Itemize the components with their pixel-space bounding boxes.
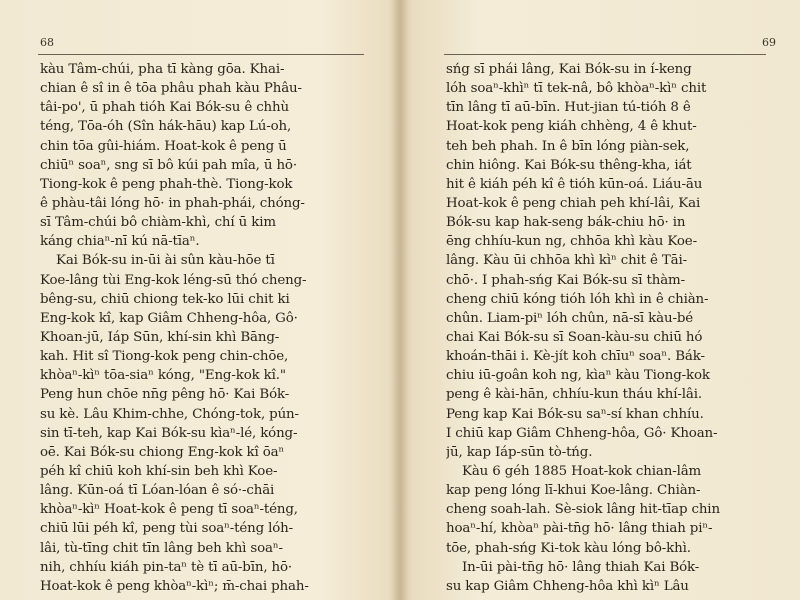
text-line: cheng chiū kóng tióh lóh khì in ê chiàn- bbox=[446, 291, 709, 307]
text-line: Bók-su kap hak-seng bák-chiu hō· in bbox=[446, 215, 686, 231]
text-line: chin tōa gûi-hiám. Hoat-kok ê peng ū bbox=[40, 138, 287, 154]
text-line: chin hiông. Kai Bók-su thêng-kha, iát bbox=[446, 157, 692, 173]
text-line: kah. Hit sî Tiong-kok peng chin-chōe, bbox=[40, 349, 289, 365]
right-page-number: 69 bbox=[762, 36, 776, 49]
text-line: khoán-thāi i. Kè-jít koh chīuⁿ soaⁿ. Bák- bbox=[446, 349, 705, 365]
text-line: sī Tâm-chúi bô chiàm-khì, chí ū kim bbox=[40, 215, 276, 231]
text-line: sńg sī phái lâng, Kai Bók-su in í-keng bbox=[446, 62, 692, 77]
text-line: kap peng lóng lī-khui Koe-lâng. Chiàn- bbox=[446, 483, 701, 499]
text-line: bêng-su, chiū chiong tek-ko lūi chit ki bbox=[40, 291, 290, 307]
text-line: peng ê kài-hān, chhíu-kun tháu khí-lâi. bbox=[446, 387, 702, 403]
text-line: lâng. Kūn-oá tī Lóan-lóan ê só·-chāi bbox=[40, 483, 275, 499]
right-page bbox=[400, 0, 800, 600]
text-line: nih, chhíu kiáh pin-taⁿ tè tī aū-bīn, hō· bbox=[40, 559, 293, 575]
text-line: Khoan-jū, Iáp Sūn, khí-sin khì Bāng- bbox=[40, 329, 280, 345]
text-line: péh kî chiū koh khí-sin beh khì Koe- bbox=[40, 463, 278, 479]
text-line: chō·. I phah-sńg Kai Bók-su sī thàm- bbox=[446, 272, 685, 288]
text-line: jū, kap Iáp-sūn tò-tńg. bbox=[446, 444, 593, 460]
right-page-body bbox=[446, 60, 768, 596]
text-line: lâng. Kàu ūi chhōa khì kìⁿ chit ê Tāi- bbox=[446, 253, 688, 269]
text-line: chian ê sî in ê tōa phâu phah kàu Phâu- bbox=[40, 81, 302, 97]
text-line: kàu Tâm-chúi, pha tī kàng gōa. Khai- bbox=[40, 62, 285, 77]
text-line: khòaⁿ-kìⁿ Hoat-kok ê peng tī soaⁿ-téng, bbox=[40, 502, 298, 518]
text-line: chiū lūi péh kî, peng tùi soaⁿ-téng lóh- bbox=[40, 521, 293, 537]
text-line: sin tī-teh, kap Kai Bók-su kìaⁿ-lé, kóng- bbox=[40, 425, 298, 441]
text-line: Peng kap Kai Bók-su saⁿ-sí khan chhíu. bbox=[446, 406, 704, 422]
text-line: lâi, tù-tīng chit tīn lâng beh khì soaⁿ- bbox=[40, 540, 283, 556]
text-line: tâi-po', ū phah tióh Kai Bók-su ê chhù bbox=[40, 100, 289, 116]
text-line: tōe, phah-sńg Ki-tok kàu lóng bô-khì. bbox=[446, 540, 691, 556]
left-page-number: 68 bbox=[40, 36, 54, 49]
text-line: Peng hun chōe nn̄g pêng hō· Kai Bók- bbox=[40, 387, 290, 403]
text-line: Eng-kok kî, kap Giâm Chheng-hôa, Gô· bbox=[40, 310, 298, 326]
text-line: hit ê kiáh péh kî ê tióh kūn-oá. Liáu-āu bbox=[446, 176, 703, 192]
text-line: káng chiaⁿ-nī kú nā-tīaⁿ. bbox=[40, 234, 200, 250]
text-line: Hoat-kok peng kiáh chhèng, 4 ê khut- bbox=[446, 119, 697, 135]
left-header-rule bbox=[38, 54, 364, 55]
text-line: Koe-lâng tùi Eng-kok léng-sū thó cheng- bbox=[40, 272, 307, 288]
text-line: su kap Giâm Chheng-hôa khì kìⁿ Lâu bbox=[446, 578, 689, 594]
text-line: oē. Kai Bók-su chiong Eng-kok kî ōaⁿ bbox=[40, 444, 285, 460]
text-line: chiu iū-goân koh ng, kìaⁿ kàu Tiong-kok bbox=[446, 368, 710, 384]
text-line: ēng chhíu-kun ng, chhōa khì kàu Koe- bbox=[446, 234, 697, 250]
text-line: su kè. Lâu Khim-chhe, Chóng-tok, pún- bbox=[40, 406, 299, 422]
right-header-rule bbox=[444, 54, 766, 55]
text-line: Tiong-kok ê peng phah-thè. Tiong-kok bbox=[40, 176, 293, 192]
text-line: Hoat-kok ê peng chiah peh khí-lâi, Kai bbox=[446, 195, 701, 211]
text-line: teh beh phah. In ê bīn lóng piàn-sek, bbox=[446, 138, 690, 154]
text-line: Kàu 6 géh 1885 Hoat-kok chian-lâm bbox=[462, 463, 702, 479]
text-line: I chiū kap Giâm Chheng-hôa, Gô· Khoan- bbox=[446, 425, 718, 441]
text-line: chiūⁿ soaⁿ, sng sī bô kúi pah mîa, ū hō· bbox=[40, 157, 297, 173]
text-line: hoaⁿ-hí, khòaⁿ pài-tn̄g hō· lâng thiah piⁿ- bbox=[446, 521, 713, 537]
text-line: téng, Tōa-óh (Sîn hák-hāu) kap Lú-oh, bbox=[40, 119, 292, 135]
text-line: In-ūi pài-tn̄g hō· lâng thiah Kai Bók- bbox=[462, 559, 700, 575]
text-line: Hoat-kok ê peng khòaⁿ-kìⁿ; m̄-chai phah- bbox=[40, 578, 309, 594]
text-line: khòaⁿ-kìⁿ tōa-siaⁿ kóng, "Eng-kok kî." bbox=[40, 368, 286, 384]
text-line: ê phàu-tâi lóng hō· in phah-phái, chóng- bbox=[40, 195, 305, 211]
text-line: chai Kai Bók-su sī Soan-kàu-su chiū hó bbox=[446, 329, 703, 345]
text-line: cheng soah-lah. Sè-siok lâng hit-tīap chin bbox=[446, 502, 720, 518]
text-line: lóh soaⁿ-khìⁿ tī tek-nâ, bô khòaⁿ-kìⁿ chit bbox=[446, 81, 707, 97]
text-line: tīn lâng tī aū-bīn. Hut-jian tú-tióh 8 ê bbox=[446, 100, 691, 116]
text-line: chûn. Liam-piⁿ lóh chûn, nā-sī kàu-bé bbox=[446, 310, 694, 326]
left-page-body bbox=[40, 60, 366, 596]
text-line: Kai Bók-su in-ūi ài sûn kàu-hōe tī bbox=[56, 253, 275, 269]
